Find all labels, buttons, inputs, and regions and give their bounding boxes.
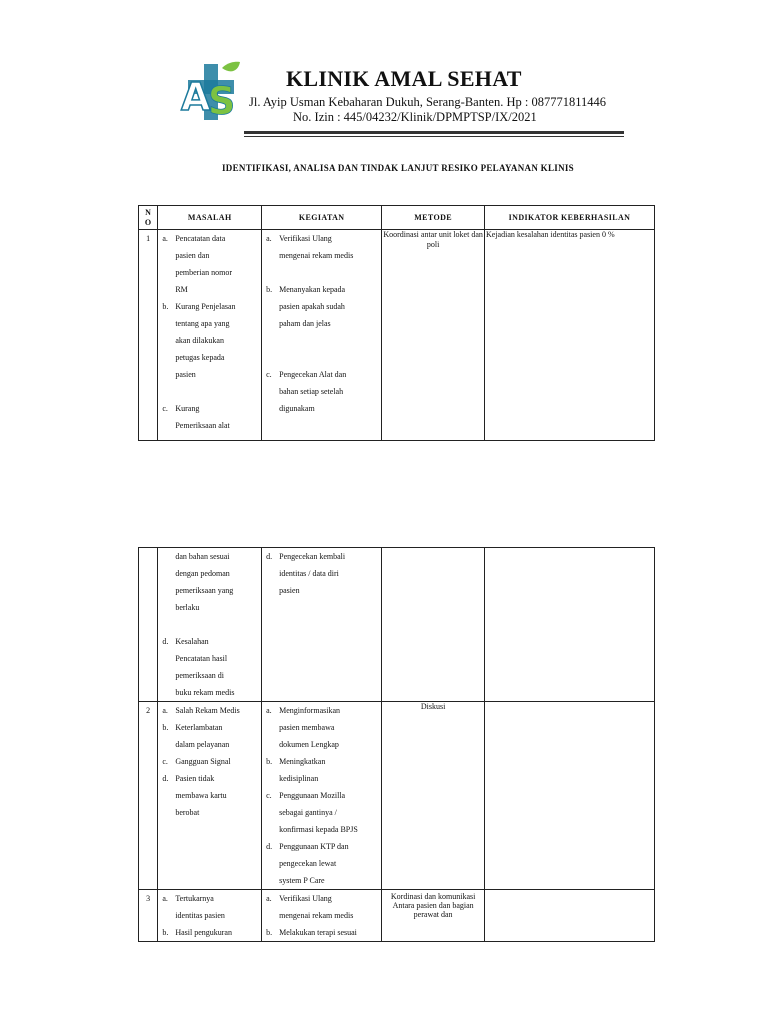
list-item: d. Kesalahan Pencatatan hasil pemeriksaan di buku rekam medis	[162, 637, 235, 697]
row-number: 1	[139, 230, 158, 441]
clinic-logo	[178, 58, 244, 124]
risk-table-part-1	[138, 205, 655, 441]
clinic-name: KLINIK AMAL SEHAT	[286, 66, 522, 91]
list-item: d. Penggunaan KTP dan pengecekan lewat system P Care	[266, 842, 349, 885]
list-item: a. Menginformasikan pasien membawa dokumen Lengkap	[266, 706, 340, 749]
row-number	[139, 548, 158, 702]
header-no: N O	[139, 206, 158, 230]
table-row	[139, 702, 655, 890]
indikator-cell: Kejadian kesalahan identitas pasien 0 %	[485, 230, 655, 441]
masalah-cell	[158, 702, 262, 890]
list-item: a. Verifikasi Ulang mengenai rekam medis	[266, 894, 354, 920]
row-number: 2	[139, 702, 158, 890]
indikator-cell	[485, 548, 655, 702]
header-indikator: INDIKATOR KEBERHASILAN	[485, 206, 655, 230]
masalah-cell	[158, 548, 262, 702]
list-item: dan bahan sesuai dengan pedoman pemeriksaan yang berlaku	[175, 552, 234, 612]
list-item: a. Salah Rekam Medis	[162, 706, 240, 715]
list-item: b. Kurang Penjelasan tentang apa yang akan dilakukan petugas kepada pasien	[162, 302, 236, 379]
kegiatan-cell	[262, 230, 382, 441]
table-row	[139, 230, 655, 441]
clinic-address: Jl. Ayip Usman Kebaharan Dukuh, Serang-Banten. Hp : 087771811446	[249, 95, 607, 109]
header-rule-thick	[244, 131, 624, 134]
clinic-license: No. Izin : 445/04232/Klinik/DPMPTSP/IX/2021	[293, 110, 537, 124]
kegiatan-cell	[262, 548, 382, 702]
list-item: c. Gangguan Signal	[162, 757, 231, 766]
svg-text:A: A	[181, 75, 211, 119]
table-row	[139, 890, 655, 942]
table-header-row	[139, 206, 655, 230]
kegiatan-cell	[262, 890, 382, 942]
list-item: b. Menanyakan kepada pasien apakah sudah paham dan jelas	[266, 285, 346, 328]
metode-cell	[382, 548, 485, 702]
kegiatan-cell	[262, 702, 382, 890]
risk-table-part-2	[138, 547, 655, 942]
list-item: a. Tertukarnya identitas pasien	[162, 894, 225, 920]
header-rule-thin	[244, 136, 624, 137]
list-item: a. Pencatatan data pasien dan pemberian nomor RM	[162, 234, 232, 294]
header-kegiatan: KEGIATAN	[262, 206, 382, 230]
header-masalah: MASALAH	[158, 206, 262, 230]
list-item: b. Meningkatkan kedisiplinan	[266, 757, 326, 783]
metode-cell: Koordinasi antar unit loket dan poli	[382, 230, 485, 441]
list-item: c. Kurang Pemeriksaan alat	[162, 404, 230, 430]
list-item: b. Melakukan terapi sesuai	[266, 928, 357, 937]
indikator-cell	[485, 702, 655, 890]
metode-cell: Kordinasi dan komunikasi Antara pasien dan bagian perawat dan	[382, 890, 485, 942]
svg-text:S: S	[208, 79, 236, 123]
list-item: c. Pengecekan Alat dan bahan setiap setelah digunakam	[266, 370, 347, 413]
row-number: 3	[139, 890, 158, 942]
list-item: c. Penggunaan Mozilla sebagai gantinya / konfirmasi kepada BPJS	[266, 791, 358, 834]
list-item: b. Keterlambatan dalam pelayanan	[162, 723, 230, 749]
list-item: a. Verifikasi Ulang mengenai rekam medis	[266, 234, 354, 260]
list-item: d. Pasien tidak membawa kartu berobat	[162, 774, 227, 817]
masalah-cell	[158, 230, 262, 441]
metode-cell: Diskusi	[382, 702, 485, 890]
masalah-cell	[158, 890, 262, 942]
list-item: b. Hasil pengukuran	[162, 928, 232, 937]
indikator-cell	[485, 890, 655, 942]
list-item: d. Pengecekan kembali identitas / data diri pasien	[266, 552, 346, 595]
table-row	[139, 548, 655, 702]
header-metode: METODE	[382, 206, 485, 230]
document-title: IDENTIFIKASI, ANALISA DAN TINDAK LANJUT RESIKO PELAYANAN KLINIS	[222, 163, 574, 173]
